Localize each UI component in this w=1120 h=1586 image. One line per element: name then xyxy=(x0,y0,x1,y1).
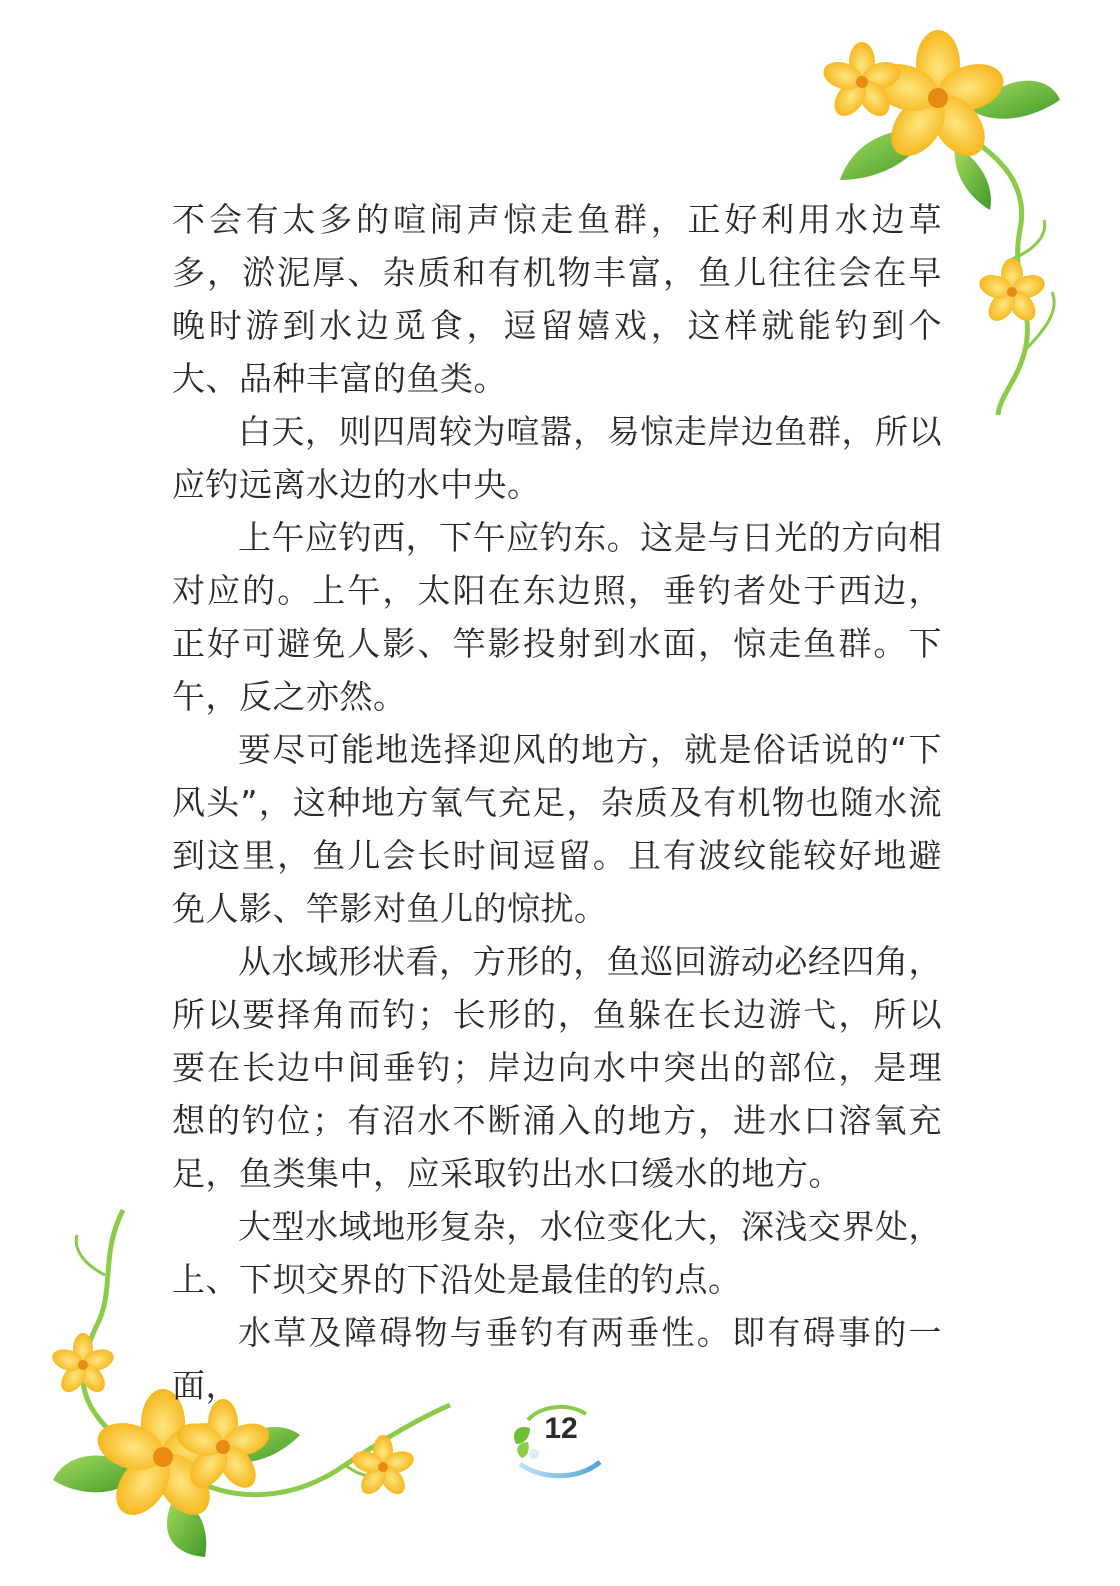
paragraph-4: 要尽可能地选择迎风的地方，就是俗话说的“下风头”，这种地方氧气充足，杂质及有机物也随水流到这里，鱼儿会长时间逗留。且有波纹能较好地避免人影、竿影对鱼儿的惊扰。 xyxy=(172,730,942,928)
article-body xyxy=(172,193,942,1412)
paragraph-3: 上午应钓西，下午应钓东。这是与日光的方向相对应的。上午，太阳在东边照，垂钓者处于西边，正好可避免人影、竿影投射到水面，惊走鱼群。下午，反之亦然。 xyxy=(172,518,942,716)
paragraph-5: 从水域形状看，方形的，鱼巡回游动必经四角，所以要择角而钓；长形的，鱼躲在长边游弋，所以要在长边中间垂钓；岸边向水中突出的部位，是理想的钓位；有沼水不断涌入的地方，进水口溶氧充足，鱼类集中，应采取钓出水口缓水的地方。 xyxy=(172,942,942,1193)
page-number-badge xyxy=(508,1402,612,1482)
page-number: 12 xyxy=(544,1412,578,1445)
paragraph-2: 白天，则四周较为喧嚣，易惊走岸边鱼群，所以应钓远离水边的水中央。 xyxy=(172,412,942,504)
paragraph-6: 大型水域地形复杂，水位变化大，深浅交界处，上、下坝交界的下沿处是最佳的钓点。 xyxy=(172,1207,942,1299)
paragraph-7: 水草及障碍物与垂钓有两垂性。即有碍事的一面， xyxy=(172,1313,942,1405)
paragraph-1: 不会有太多的喧闹声惊走鱼群，正好利用水边草多，淤泥厚、杂质和有机物丰富，鱼儿往往会在早晚时游到水边觅食，逗留嬉戏，这样就能钓到个大、品种丰富的鱼类。 xyxy=(172,200,942,398)
